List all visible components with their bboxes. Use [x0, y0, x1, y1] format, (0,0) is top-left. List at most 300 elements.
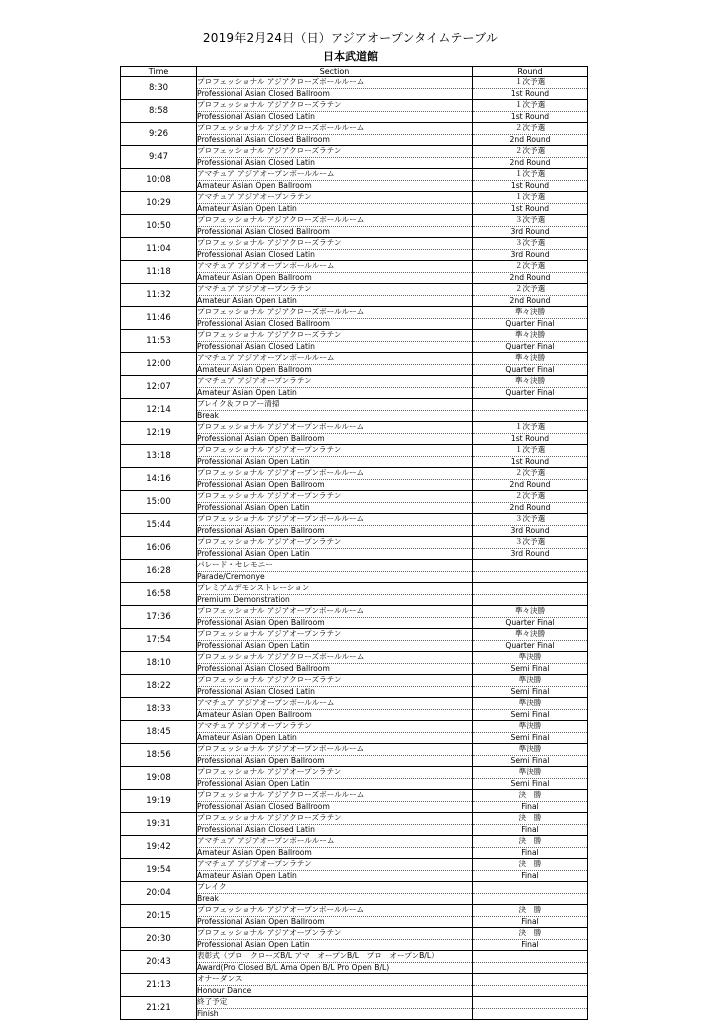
- header-row: [121, 67, 588, 77]
- round-en: [473, 986, 587, 997]
- section-cell: [197, 192, 473, 215]
- section-en: Professional Asian Closed Latin: [197, 249, 315, 259]
- round-cell: [473, 514, 588, 537]
- round-cell: [473, 767, 588, 790]
- round-en: 2nd Round: [509, 272, 551, 282]
- section-en: Professional Asian Closed Ballroom: [197, 226, 330, 236]
- round-ja: ３次予選: [473, 215, 587, 227]
- round-en: [473, 894, 587, 905]
- round-en: Final: [521, 916, 539, 926]
- section-cell: [197, 238, 473, 261]
- round-cell: [473, 146, 588, 169]
- section-en: Professional Asian Closed Latin: [197, 824, 315, 834]
- round-en: Semi Final: [510, 709, 550, 719]
- section-cell: [197, 629, 473, 652]
- round-ja: [473, 560, 587, 572]
- section-ja: プロフェッショナル アジアオープンラテン: [197, 537, 472, 549]
- round-cell: [473, 675, 588, 698]
- section-cell: [197, 767, 473, 790]
- round-cell: [473, 790, 588, 813]
- section-ja: アマチュア アジアオープンボールルーム: [197, 836, 472, 848]
- section-cell: [197, 422, 473, 445]
- table-row: [121, 675, 588, 698]
- section-ja: プロフェッショナル アジアオープンラテン: [197, 491, 472, 503]
- round-ja: ２次予選: [473, 491, 587, 503]
- time-cell: 18:56: [121, 744, 197, 767]
- section-en: Professional Asian Open Latin: [197, 778, 310, 788]
- round-en: [473, 572, 587, 583]
- section-ja: プロフェッショナル アジアオープンボールルーム: [197, 606, 472, 618]
- section-cell: [197, 928, 473, 951]
- table-row: [121, 422, 588, 445]
- table-row: [121, 376, 588, 399]
- section-cell: [197, 468, 473, 491]
- table-row: [121, 399, 588, 422]
- round-en: Final: [521, 801, 539, 811]
- section-en: Professional Asian Closed Ballroom: [197, 88, 330, 98]
- section-en: Professional Asian Closed Ballroom: [197, 801, 330, 811]
- round-cell: [473, 629, 588, 652]
- table-row: [121, 330, 588, 353]
- time-cell: 9:47: [121, 146, 197, 169]
- round-en: Quarter Final: [505, 617, 555, 627]
- time-cell: 10:08: [121, 169, 197, 192]
- time-cell: 16:06: [121, 537, 197, 560]
- round-en: 2nd Round: [509, 134, 551, 144]
- round-cell: [473, 123, 588, 146]
- section-ja: パレード・セレモニー: [197, 560, 472, 572]
- time-cell: 18:22: [121, 675, 197, 698]
- table-row: [121, 882, 588, 905]
- round-cell: [473, 928, 588, 951]
- section-ja: プロフェッショナル アジアクローズボールルーム: [197, 652, 472, 664]
- time-cell: 21:21: [121, 997, 197, 1020]
- section-ja: プロフェッショナル アジアオープンボールルーム: [197, 744, 472, 756]
- section-en: Amateur Asian Open Latin: [197, 870, 297, 880]
- section-ja: プロフェッショナル アジアクローズボールルーム: [197, 307, 472, 319]
- table-row: [121, 307, 588, 330]
- section-ja: プロフェッショナル アジアクローズラテン: [197, 675, 472, 687]
- round-en: 2nd Round: [509, 502, 551, 512]
- round-en: Final: [521, 870, 539, 880]
- round-ja: １次予選: [473, 445, 587, 457]
- section-cell: [197, 399, 473, 422]
- time-cell: 11:04: [121, 238, 197, 261]
- section-en: Professional Asian Closed Ballroom: [197, 134, 330, 144]
- round-ja: 準々決勝: [473, 353, 587, 365]
- section-cell: [197, 560, 473, 583]
- round-en: 1st Round: [510, 456, 550, 466]
- time-cell: 12:07: [121, 376, 197, 399]
- venue-title: 日本武道館: [323, 50, 378, 63]
- section-cell: [197, 491, 473, 514]
- round-cell: [473, 192, 588, 215]
- section-ja: アマチュア アジアオープンラテン: [197, 192, 472, 204]
- section-ja: プロフェッショナル アジアオープンラテン: [197, 928, 472, 940]
- section-ja: ブレイク＆フロアー清掃: [197, 399, 472, 411]
- time-cell: 8:58: [121, 100, 197, 123]
- round-ja: [473, 974, 587, 986]
- round-cell: [473, 238, 588, 261]
- round-cell: [473, 813, 588, 836]
- section-cell: [197, 744, 473, 767]
- time-cell: 15:00: [121, 491, 197, 514]
- table-row: [121, 721, 588, 744]
- round-en: 1st Round: [510, 88, 550, 98]
- round-ja: 準決勝: [473, 744, 587, 756]
- table-row: [121, 491, 588, 514]
- round-en: Quarter Final: [505, 341, 555, 351]
- table-row: [121, 928, 588, 951]
- round-cell: [473, 721, 588, 744]
- section-ja: オナーダンス: [197, 974, 472, 986]
- section-cell: [197, 261, 473, 284]
- section-cell: [197, 721, 473, 744]
- time-cell: 20:43: [121, 951, 197, 974]
- round-cell: [473, 583, 588, 606]
- section-cell: [197, 675, 473, 698]
- time-cell: 12:00: [121, 353, 197, 376]
- table-row: [121, 606, 588, 629]
- section-cell: [197, 215, 473, 238]
- time-cell: 9:26: [121, 123, 197, 146]
- section-en: Professional Asian Closed Latin: [197, 341, 315, 351]
- time-cell: 19:54: [121, 859, 197, 882]
- section-en: Finish: [197, 1008, 219, 1018]
- section-en: Amateur Asian Open Ballroom: [197, 847, 312, 857]
- section-en: Professional Asian Open Latin: [197, 640, 310, 650]
- round-ja: ２次予選: [473, 123, 587, 135]
- table-row: [121, 146, 588, 169]
- section-en: Amateur Asian Open Latin: [197, 295, 297, 305]
- time-cell: 19:31: [121, 813, 197, 836]
- timetable-body: [121, 77, 588, 1020]
- section-ja: アマチュア アジアオープンボールルーム: [197, 261, 472, 273]
- section-cell: [197, 606, 473, 629]
- round-en: 2nd Round: [509, 295, 551, 305]
- round-en: [473, 595, 587, 606]
- section-cell: [197, 652, 473, 675]
- section-ja: プロフェッショナル アジアオープンラテン: [197, 767, 472, 779]
- section-ja: プロフェッショナル アジアクローズラテン: [197, 813, 472, 825]
- table-row: [121, 445, 588, 468]
- table-row: [121, 353, 588, 376]
- section-cell: [197, 445, 473, 468]
- round-en: Final: [521, 939, 539, 949]
- round-cell: [473, 974, 588, 997]
- round-en: 2nd Round: [509, 479, 551, 489]
- round-ja: 準決勝: [473, 698, 587, 710]
- section-en: Professional Asian Closed Ballroom: [197, 663, 330, 673]
- section-ja: プロフェッショナル アジアオープンボールルーム: [197, 514, 472, 526]
- time-cell: 11:53: [121, 330, 197, 353]
- round-cell: [473, 422, 588, 445]
- section-en: Honour Dance: [197, 985, 252, 995]
- section-en: Professional Asian Closed Ballroom: [197, 318, 330, 328]
- round-en: Semi Final: [510, 686, 550, 696]
- time-cell: 19:19: [121, 790, 197, 813]
- round-cell: [473, 537, 588, 560]
- round-ja: 準々決勝: [473, 330, 587, 342]
- table-row: [121, 100, 588, 123]
- section-ja: アマチュア アジアオープンラテン: [197, 376, 472, 388]
- round-cell: [473, 261, 588, 284]
- round-ja: ２次予選: [473, 146, 587, 158]
- table-row: [121, 698, 588, 721]
- page-title: 2019年2月24日（日）アジアオープンタイムテーブル: [202, 31, 499, 45]
- section-en: Amateur Asian Open Latin: [197, 387, 297, 397]
- round-ja: 準々決勝: [473, 376, 587, 388]
- table-row: [121, 744, 588, 767]
- round-ja: [473, 583, 587, 595]
- round-ja: 決 勝: [473, 836, 587, 848]
- section-ja: アマチュア アジアオープンラテン: [197, 284, 472, 296]
- section-ja: アマチュア アジアオープンボールルーム: [197, 698, 472, 710]
- round-cell: [473, 169, 588, 192]
- section-ja: プロフェッショナル アジアオープンラテン: [197, 445, 472, 457]
- round-en: 3rd Round: [510, 226, 550, 236]
- section-en: Professional Asian Closed Latin: [197, 686, 315, 696]
- time-cell: 18:10: [121, 652, 197, 675]
- round-ja: 準決勝: [473, 721, 587, 733]
- round-cell: [473, 445, 588, 468]
- section-cell: [197, 905, 473, 928]
- table-row: [121, 767, 588, 790]
- table-row: [121, 169, 588, 192]
- round-cell: [473, 859, 588, 882]
- column-header-section: Section: [197, 67, 473, 77]
- section-en: Amateur Asian Open Latin: [197, 732, 297, 742]
- section-cell: [197, 353, 473, 376]
- section-en: Break: [197, 893, 219, 903]
- time-cell: 19:42: [121, 836, 197, 859]
- section-ja: プロフェッショナル アジアクローズラテン: [197, 100, 472, 112]
- round-cell: [473, 77, 588, 100]
- round-cell: [473, 100, 588, 123]
- section-en: Parade/Cremonye: [197, 571, 265, 581]
- section-en: Professional Asian Open Ballroom: [197, 916, 325, 926]
- table-row: [121, 192, 588, 215]
- section-en: Amateur Asian Open Ballroom: [197, 364, 312, 374]
- section-en: Break: [197, 410, 219, 420]
- round-ja: ３次予選: [473, 514, 587, 526]
- round-ja: １次予選: [473, 422, 587, 434]
- section-cell: [197, 537, 473, 560]
- round-ja: 準決勝: [473, 652, 587, 664]
- section-ja: アマチュア アジアオープンラテン: [197, 859, 472, 871]
- section-cell: [197, 882, 473, 905]
- round-en: Final: [521, 847, 539, 857]
- section-cell: [197, 813, 473, 836]
- section-en: Professional Asian Open Latin: [197, 939, 310, 949]
- section-cell: [197, 330, 473, 353]
- round-en: Quarter Final: [505, 364, 555, 374]
- round-ja: ３次予選: [473, 537, 587, 549]
- round-ja: [473, 882, 587, 894]
- table-row: [121, 652, 588, 675]
- time-cell: 20:15: [121, 905, 197, 928]
- time-cell: 20:30: [121, 928, 197, 951]
- round-en: 3rd Round: [510, 249, 550, 259]
- section-en: Professional Asian Closed Latin: [197, 157, 315, 167]
- table-row: [121, 790, 588, 813]
- section-en: Professional Asian Open Latin: [197, 502, 310, 512]
- section-cell: [197, 698, 473, 721]
- section-ja: 終了予定: [197, 997, 472, 1009]
- time-cell: 11:32: [121, 284, 197, 307]
- time-cell: 11:46: [121, 307, 197, 330]
- section-ja: プロフェッショナル アジアクローズラテン: [197, 330, 472, 342]
- time-cell: 20:04: [121, 882, 197, 905]
- section-cell: [197, 307, 473, 330]
- table-row: [121, 514, 588, 537]
- section-ja: プロフェッショナル アジアクローズボールルーム: [197, 123, 472, 135]
- round-cell: [473, 376, 588, 399]
- section-en: Amateur Asian Open Ballroom: [197, 272, 312, 282]
- round-cell: [473, 905, 588, 928]
- section-cell: [197, 836, 473, 859]
- round-ja: [473, 399, 587, 411]
- section-cell: [197, 997, 473, 1020]
- time-cell: 10:50: [121, 215, 197, 238]
- section-ja: プロフェッショナル アジアオープンボールルーム: [197, 468, 472, 480]
- section-en: Professional Asian Open Ballroom: [197, 755, 325, 765]
- table-row: [121, 974, 588, 997]
- section-en: Professional Asian Open Ballroom: [197, 479, 325, 489]
- round-cell: [473, 652, 588, 675]
- section-cell: [197, 146, 473, 169]
- section-cell: [197, 284, 473, 307]
- section-ja: アマチュア アジアオープンラテン: [197, 721, 472, 733]
- round-cell: [473, 997, 588, 1020]
- round-ja: 準々決勝: [473, 606, 587, 618]
- round-en: [473, 963, 587, 974]
- section-ja: プロフェッショナル アジアクローズボールルーム: [197, 790, 472, 802]
- table-row: [121, 997, 588, 1020]
- round-en: 1st Round: [510, 203, 550, 213]
- round-en: 1st Round: [510, 433, 550, 443]
- round-cell: [473, 399, 588, 422]
- table-row: [121, 583, 588, 606]
- section-ja: プロフェッショナル アジアクローズラテン: [197, 146, 472, 158]
- section-ja: プロフェッショナル アジアオープンラテン: [197, 629, 472, 641]
- round-en: 1st Round: [510, 180, 550, 190]
- table-row: [121, 261, 588, 284]
- round-en: Quarter Final: [505, 640, 555, 650]
- round-ja: ２次予選: [473, 468, 587, 480]
- round-cell: [473, 744, 588, 767]
- round-ja: １次予選: [473, 169, 587, 181]
- section-ja: 表彰式（プロ クローズB/L アマ オープンB/L プロ オープンB/L）: [197, 951, 472, 963]
- round-en: Semi Final: [510, 732, 550, 742]
- section-en: Professional Asian Closed Latin: [197, 111, 315, 121]
- round-en: [473, 1009, 587, 1020]
- time-cell: 11:18: [121, 261, 197, 284]
- round-ja: 準決勝: [473, 767, 587, 779]
- round-cell: [473, 560, 588, 583]
- table-row: [121, 468, 588, 491]
- section-cell: [197, 951, 473, 974]
- section-ja: プロフェッショナル アジアクローズボールルーム: [197, 215, 472, 227]
- round-cell: [473, 353, 588, 376]
- section-ja: ブレイク: [197, 882, 472, 894]
- section-cell: [197, 123, 473, 146]
- column-header-round: Round: [473, 67, 588, 77]
- time-cell: 19:08: [121, 767, 197, 790]
- table-row: [121, 905, 588, 928]
- section-en: Professional Asian Open Ballroom: [197, 525, 325, 535]
- round-ja: １次予選: [473, 77, 587, 89]
- time-cell: 12:19: [121, 422, 197, 445]
- time-cell: 21:13: [121, 974, 197, 997]
- round-ja: 準々決勝: [473, 629, 587, 641]
- round-cell: [473, 330, 588, 353]
- time-cell: 17:36: [121, 606, 197, 629]
- table-row: [121, 813, 588, 836]
- section-cell: [197, 376, 473, 399]
- time-cell: 10:29: [121, 192, 197, 215]
- table-row: [121, 537, 588, 560]
- section-ja: プロフェッショナル アジアオープンボールルーム: [197, 905, 472, 917]
- round-en: Final: [521, 824, 539, 834]
- round-ja: 決 勝: [473, 790, 587, 802]
- round-ja: [473, 997, 587, 1009]
- column-header-time: Time: [121, 67, 197, 77]
- time-cell: 18:45: [121, 721, 197, 744]
- time-cell: 18:33: [121, 698, 197, 721]
- section-en: Amateur Asian Open Ballroom: [197, 180, 312, 190]
- round-en: Semi Final: [510, 778, 550, 788]
- section-cell: [197, 790, 473, 813]
- round-en: 1st Round: [510, 111, 550, 121]
- section-en: Professional Asian Open Latin: [197, 456, 310, 466]
- round-en: 3rd Round: [510, 525, 550, 535]
- time-cell: 12:14: [121, 399, 197, 422]
- round-ja: 決 勝: [473, 813, 587, 825]
- round-en: [473, 411, 587, 422]
- table-row: [121, 215, 588, 238]
- table-row: [121, 238, 588, 261]
- round-ja: ３次予選: [473, 238, 587, 250]
- round-cell: [473, 284, 588, 307]
- round-en: Semi Final: [510, 755, 550, 765]
- round-ja: 準決勝: [473, 675, 587, 687]
- table-row: [121, 859, 588, 882]
- table-row: [121, 951, 588, 974]
- section-ja: アマチュア アジアオープンボールルーム: [197, 169, 472, 181]
- time-cell: 17:54: [121, 629, 197, 652]
- section-ja: プロフェッショナル アジアクローズボールルーム: [197, 77, 472, 89]
- round-cell: [473, 836, 588, 859]
- section-cell: [197, 583, 473, 606]
- table-row: [121, 629, 588, 652]
- table-row: [121, 123, 588, 146]
- round-ja: 決 勝: [473, 928, 587, 940]
- table-row: [121, 560, 588, 583]
- round-cell: [473, 307, 588, 330]
- section-en: Professional Asian Open Latin: [197, 548, 310, 558]
- section-ja: プロフェッショナル アジアオープンボールルーム: [197, 422, 472, 434]
- table-row: [121, 77, 588, 100]
- section-cell: [197, 100, 473, 123]
- time-cell: 16:58: [121, 583, 197, 606]
- section-cell: [197, 514, 473, 537]
- round-ja: １次予選: [473, 192, 587, 204]
- table-row: [121, 284, 588, 307]
- time-cell: 16:28: [121, 560, 197, 583]
- section-cell: [197, 169, 473, 192]
- round-ja: [473, 951, 587, 963]
